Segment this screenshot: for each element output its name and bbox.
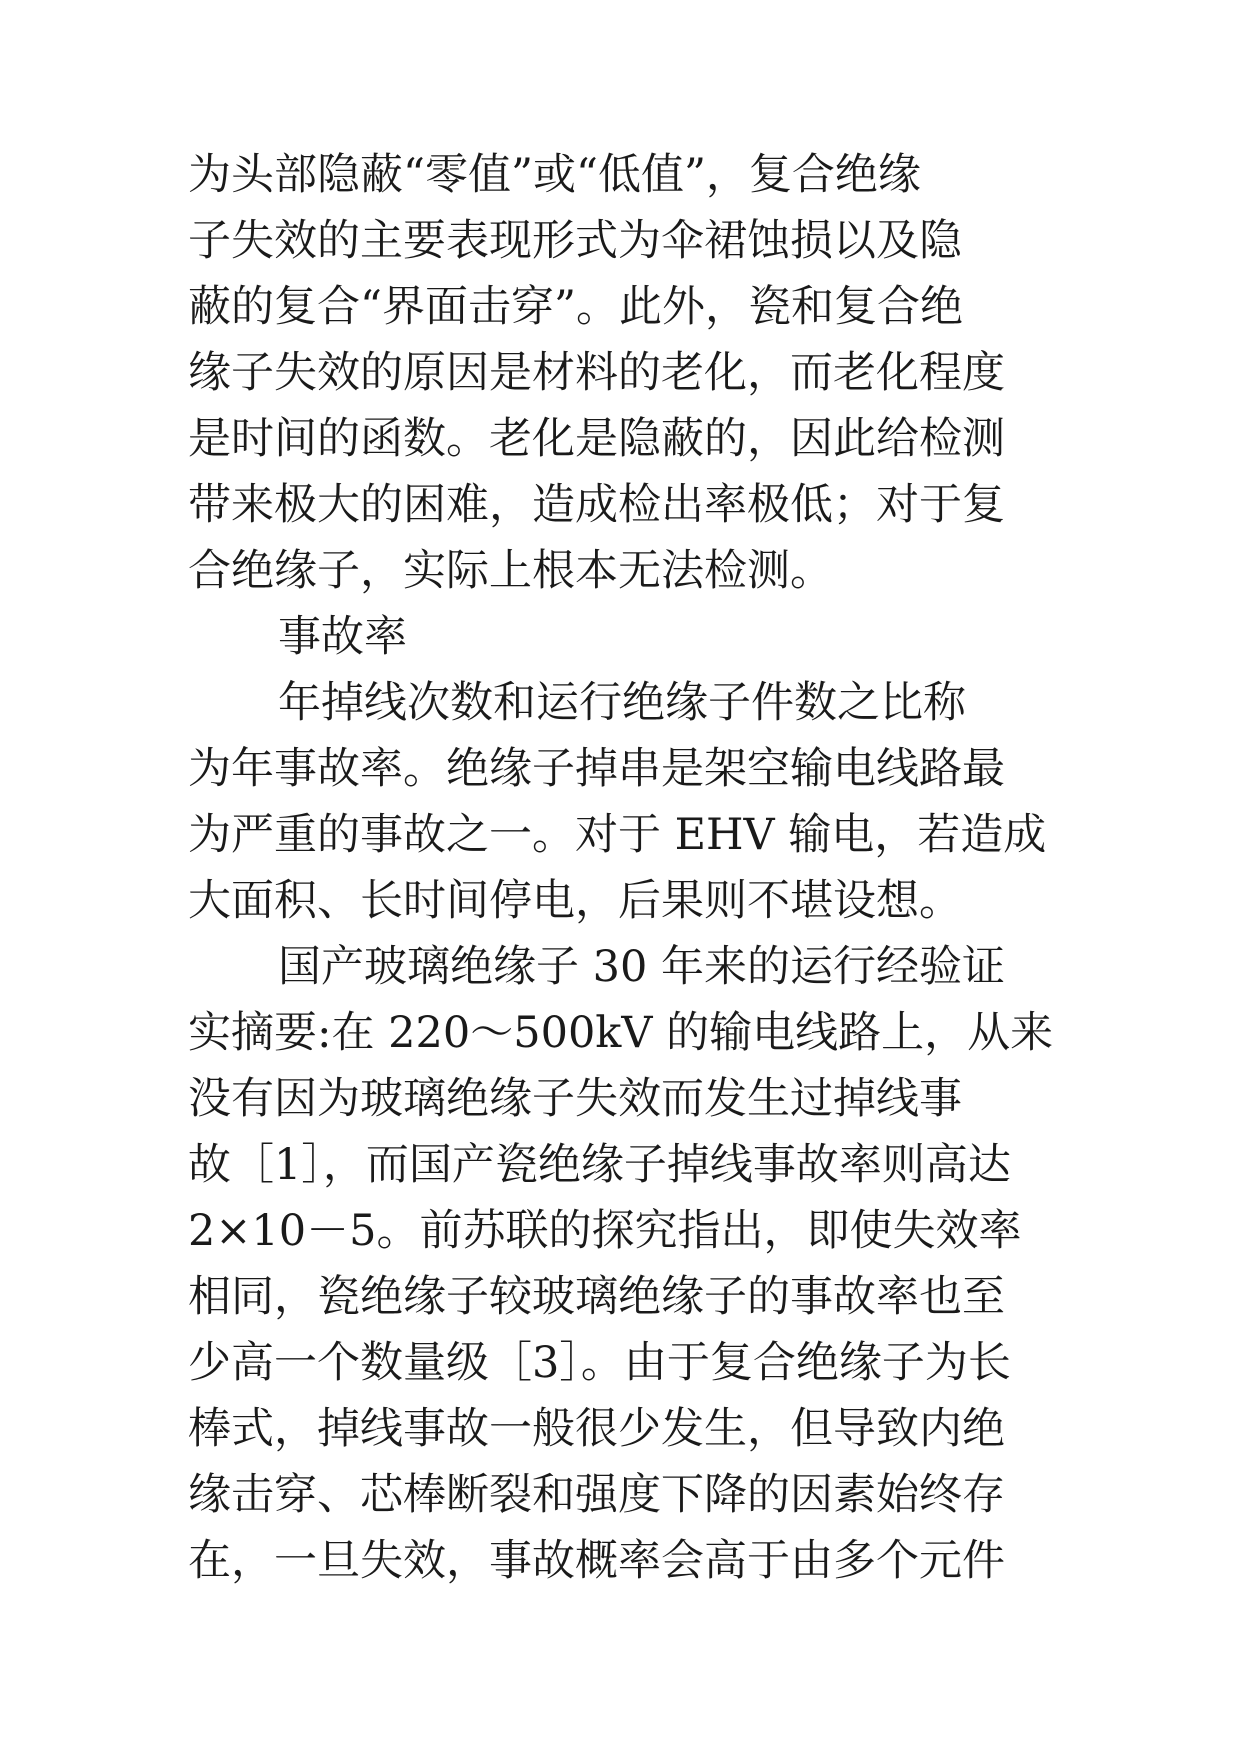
paragraph-start: 国产玻璃绝缘子 30 年来的运行经验证 bbox=[278, 942, 1006, 992]
text-line: 带来极大的困难，造成检出率极低；对于复 bbox=[188, 480, 1005, 530]
text-line: 蔽的复合“界面击穿”。此外，瓷和复合绝 bbox=[188, 282, 963, 332]
text-line: 在，一旦失效，事故概率会高于由多个元件 bbox=[188, 1536, 1005, 1586]
text-line: 没有因为玻璃绝缘子失效而发生过掉线事 bbox=[188, 1074, 962, 1124]
text-line: 少高一个数量级［3］。由于复合绝缘子为长 bbox=[188, 1338, 1011, 1388]
text-line: 缘子失效的原因是材料的老化，而老化程度 bbox=[188, 348, 1005, 398]
text-line: 大面积、长时间停电，后果则不堪设想。 bbox=[188, 876, 962, 926]
text-line: 相同，瓷绝缘子较玻璃绝缘子的事故率也至 bbox=[188, 1272, 1005, 1322]
text-line: 合绝缘子，实际上根本无法检测。 bbox=[188, 546, 833, 596]
section-heading: 事故率 bbox=[278, 612, 407, 662]
text-line: 为头部隐蔽“零值”或“低值”，复合绝缘 bbox=[188, 150, 921, 200]
text-line: 子失效的主要表现形式为伞裙蚀损以及隐 bbox=[188, 216, 962, 266]
text-line: 为年事故率。绝缘子掉串是架空输电线路最 bbox=[188, 744, 1005, 794]
text-line: 是时间的函数。老化是隐蔽的，因此给检测 bbox=[188, 414, 1005, 464]
text-line: 棒式，掉线事故一般很少发生，但导致内绝 bbox=[188, 1404, 1005, 1454]
text-line: 实摘要:在 220～500kV 的输电线路上，从来 bbox=[188, 1008, 1054, 1058]
text-line: 2×10－5。前苏联的探究指出，即使失效率 bbox=[188, 1206, 1022, 1256]
document-page bbox=[188, 142, 1058, 1594]
text-line: 故［1］，而国产瓷绝缘子掉线事故率则高达 bbox=[188, 1140, 1011, 1190]
text-line: 为严重的事故之一。对于 EHV 输电，若造成 bbox=[188, 810, 1047, 860]
paragraph-start: 年掉线次数和运行绝缘子件数之比称 bbox=[278, 678, 966, 728]
text-line: 缘击穿、芯棒断裂和强度下降的因素始终存 bbox=[188, 1470, 1005, 1520]
